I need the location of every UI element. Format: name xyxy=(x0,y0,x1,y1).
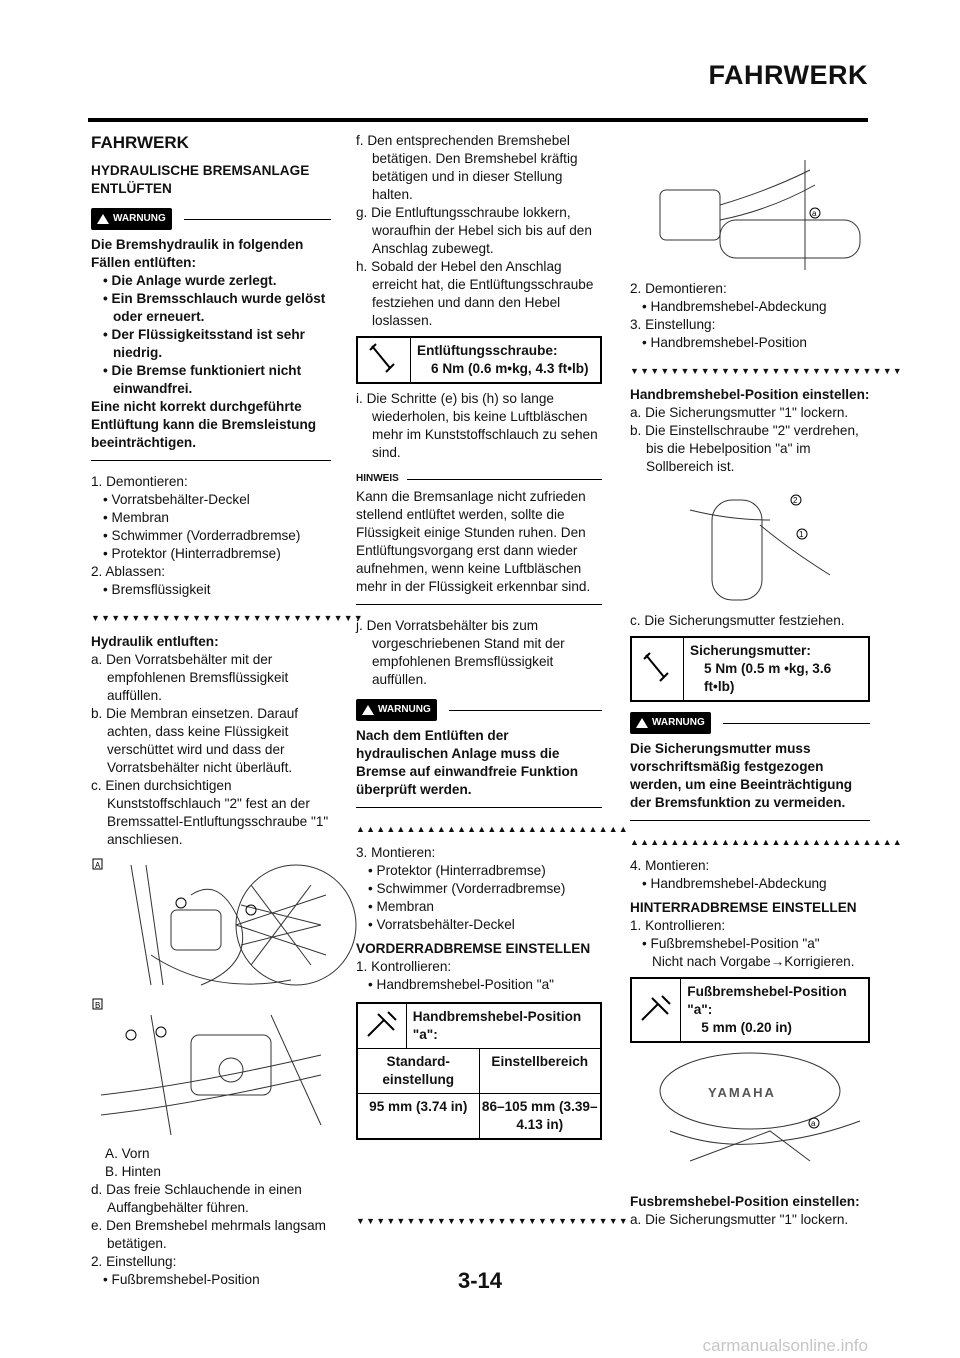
warning-header xyxy=(630,712,870,734)
warning-text: Die Sicherungsmutter muss vorschriftsmäßig festgezogen werden, um eine Beeinträchtigung der Bremsfunktion zu vermeiden. xyxy=(630,741,853,810)
column-left xyxy=(91,132,364,1289)
list-item: • Protektor (Hinterradbremse) xyxy=(91,545,331,563)
subsection-title: HYDRAULISCHE BREMSANLAGE ENTLÜFTEN xyxy=(91,163,310,196)
step: 1. Demontieren: xyxy=(91,474,188,489)
gauge-icon xyxy=(358,1004,407,1048)
watermark: carmanualsonline.info xyxy=(702,1336,868,1355)
warning-badge xyxy=(356,699,437,721)
figure-hand-brake-lever xyxy=(630,150,870,280)
list-item: • Membran xyxy=(356,898,602,916)
list-item: • Schwimmer (Vorderradbremse) xyxy=(91,527,331,545)
step: 4. Montieren: xyxy=(630,858,710,873)
divider xyxy=(91,460,331,461)
warning-item: • Die Anlage wurde zerlegt. xyxy=(91,272,331,290)
step: 1. Kontrollieren: xyxy=(356,959,452,974)
wrench-icon xyxy=(632,638,684,700)
figure-label: 1 xyxy=(799,530,804,539)
table-cell: 86–105 mm (3.39–4.13 in) xyxy=(479,1094,601,1138)
table-cell: 95 mm (3.74 in) xyxy=(369,1099,468,1114)
procedure-end-marker: ▲▲▲▲▲▲▲▲▲▲▲▲▲▲▲▲▲▲▲▲▲▲▲▲▲▲▲ xyxy=(630,837,903,847)
legend-item: A. Vorn xyxy=(105,1146,150,1161)
warning-text: Eine nicht korrekt durchgeführte Entlüftung kann die Bremsleistung beeinträchtigen. xyxy=(91,399,317,450)
procedure-step: b. Die Membran einsetzen. Darauf achten, dass keine Flüssigkeit verschüttet wird und dass der Vorratsbehälter nicht überläuft. xyxy=(91,706,299,775)
list-item: • Handbremshebel-Position "a" xyxy=(356,976,602,994)
spec-title: Sicherungsmutter: xyxy=(690,643,811,658)
spec-table xyxy=(356,1002,602,1140)
adjuster-illustration xyxy=(630,480,870,612)
spec-value: 6 Nm (0.6 m•kg, 4.3 ft•lb) xyxy=(431,361,589,376)
divider xyxy=(356,807,602,808)
warning-badge xyxy=(630,712,711,734)
procedure-step: e. Den Bremshebel mehrmals langsam betätigen. xyxy=(91,1218,326,1251)
spec-value: 5 mm (0.20 in) xyxy=(701,1020,792,1035)
warning-item: • Die Bremse funktioniert nicht einwandfrei. xyxy=(91,362,331,398)
figure-label: A xyxy=(95,861,101,870)
procedure-end-marker: ▲▲▲▲▲▲▲▲▲▲▲▲▲▲▲▲▲▲▲▲▲▲▲▲▲▲▲ xyxy=(356,824,629,834)
pedal-illustration xyxy=(630,1051,870,1185)
procedure-step: b. Die Einstellschraube "2" verdrehen, bis die Hebelposition "a" im Sollbereich ist. xyxy=(630,423,859,474)
warning-item: • Ein Bremsschlauch wurde gelöst oder erneuert. xyxy=(91,290,331,326)
list-item: • Handbremshebel-Position xyxy=(630,334,870,352)
column-right xyxy=(630,132,903,1229)
list-item: • Fußbremshebel-Position "a" xyxy=(630,935,870,953)
gauge-icon xyxy=(632,979,681,1041)
divider xyxy=(449,710,602,711)
step: 2. Ablassen: xyxy=(91,564,166,579)
spec-title: Entlüftungsschraube: xyxy=(417,343,558,358)
figure-front-caliper xyxy=(91,855,331,995)
list-item: • Handbremshebel-Abdeckung xyxy=(630,875,870,893)
list-item: • Vorratsbehälter-Deckel xyxy=(91,491,331,509)
note-text: Kann die Bremsanlage nicht zufrieden stellend entlüftet werden, sollte die Flüssigkeit einige Stunden ruhen. Den Entlüftungsvorgang erst dann wieder aufnehmen, wenn keine Luftbläschen mehr in der Flüssigkeit erkennbar sind. xyxy=(356,489,591,594)
figure-label: a xyxy=(811,1119,816,1128)
warning-label: WARNUNG xyxy=(113,213,166,224)
list-item: • Fußbremshebel-Position xyxy=(91,1271,331,1289)
warning-header xyxy=(356,699,602,721)
figure-rear-caliper xyxy=(91,995,331,1145)
spec-value: 5 Nm (0.5 m •kg, 3.6 ft•lb) xyxy=(704,661,832,694)
procedure-start-marker: ▼▼▼▼▼▼▼▼▼▼▼▼▼▼▼▼▼▼▼▼▼▼▼▼▼▼▼ xyxy=(630,366,903,376)
spec-title: Fußbremshebel-Position "a": xyxy=(687,984,847,1017)
procedure-step: c. Einen durchsichtigen Kunststoffschlauch "2" fest an der Bremssattel-Entluftungsschraube "1" anschliesen. xyxy=(91,778,329,847)
procedure-start-marker: ▼▼▼▼▼▼▼▼▼▼▼▼▼▼▼▼▼▼▼▼▼▼▼▼▼▼▼ xyxy=(91,613,364,623)
list-item: • Vorratsbehälter-Deckel xyxy=(356,916,602,934)
warning-icon xyxy=(362,705,374,715)
warning-label: WARNUNG xyxy=(652,717,705,728)
step: 2. Einstellung: xyxy=(91,1254,177,1269)
list-item: • Schwimmer (Vorderradbremse) xyxy=(356,880,602,898)
position-spec-box xyxy=(630,977,870,1043)
table-title: Handbremshebel-Position "a": xyxy=(412,1009,582,1042)
procedure-step: h. Sobald der Hebel den Anschlag erreicht hat, die Entlüftungsschraube festziehen und dann den Hebel loslassen. xyxy=(356,259,594,328)
torque-spec-box xyxy=(356,336,602,384)
divider xyxy=(630,820,870,821)
table-header: Einstellbereich xyxy=(479,1049,601,1093)
list-note: Nicht nach Vorgabe→Korrigieren. xyxy=(652,954,855,969)
legend-item: B. Hinten xyxy=(105,1164,161,1179)
warning-icon xyxy=(97,214,109,224)
procedure-step: a. Die Sicherungsmutter "1" lockern. xyxy=(630,405,849,420)
header-rule xyxy=(88,118,868,122)
procedure-title: Handbremshebel-Position einstellen: xyxy=(630,387,870,402)
warning-label: WARNUNG xyxy=(378,704,431,715)
list-item: • Membran xyxy=(91,509,331,527)
procedure-step: f. Den entsprechenden Bremshebel betätigen. Den Bremshebel kräftig betätigen und in dieser Stellung halten. xyxy=(356,133,578,202)
figure-label: a xyxy=(812,209,817,218)
warning-header xyxy=(91,208,331,230)
procedure-start-marker: ▼▼▼▼▼▼▼▼▼▼▼▼▼▼▼▼▼▼▼▼▼▼▼▼▼▼▼ xyxy=(356,1216,629,1226)
procedure-step: a. Den Vorratsbehälter mit der empfohlenen Bremsflüssigkeit auffüllen. xyxy=(91,652,289,703)
procedure-step: g. Die Entluftungsschraube lokkern, woraufhin der Hebel sich bis auf den Anschlag zubewegt. xyxy=(356,205,592,256)
warning-badge xyxy=(91,208,172,230)
caliper-illustration xyxy=(91,995,331,1145)
figure-label: 2 xyxy=(793,496,798,505)
list-item: • Handbremshebel-Abdeckung xyxy=(630,298,870,316)
step: 3. Montieren: xyxy=(356,845,436,860)
procedure-title: Hydraulik entluften: xyxy=(91,634,219,649)
warning-item: • Der Flüssigkeitsstand ist sehr niedrig. xyxy=(91,326,331,362)
procedure-step: j. Den Vorratsbehälter bis zum vorgeschriebenen Stand mit der empfohlenen Bremsflüssigkeit auffüllen. xyxy=(356,618,565,687)
column-middle xyxy=(356,132,629,1236)
table-header: Standard-einstellung xyxy=(382,1054,455,1087)
divider xyxy=(184,219,331,220)
wrench-icon xyxy=(358,338,411,382)
list-item: • Bremsflüssigkeit xyxy=(91,581,331,599)
lever-illustration xyxy=(630,150,870,280)
figure-adjuster xyxy=(630,480,870,612)
procedure-step: a. Die Sicherungsmutter "1" lockern. xyxy=(630,1212,849,1227)
procedure-step: c. Die Sicherungsmutter festziehen. xyxy=(630,613,845,628)
figure-label: B xyxy=(95,1001,101,1010)
step: 1. Kontrollieren: xyxy=(630,918,726,933)
torque-spec-box xyxy=(630,636,870,702)
step: 2. Demontieren: xyxy=(630,281,727,296)
section-title: FAHRWERK xyxy=(91,133,189,152)
figure-foot-brake-pedal xyxy=(630,1051,870,1185)
page-title: FAHRWERK xyxy=(708,60,868,90)
procedure-step: i. Die Schritte (e) bis (h) so lange wiederholen, bis keine Luftbläschen mehr im Kunststoffschlauch zu sehen sind. xyxy=(356,391,598,460)
warning-text: Nach dem Entlüften der hydraulischen Anlage muss die Bremse auf einwandfreie Funktion überprüft werden. xyxy=(356,728,579,797)
step: 3. Einstellung: xyxy=(630,317,716,332)
caliper-illustration xyxy=(91,855,331,995)
warning-text: Die Bremshydraulik in folgenden Fällen entlüften: xyxy=(91,237,304,270)
page-number: 3-14 xyxy=(457,1268,503,1293)
procedure-title: Fusbremshebel-Position einstellen: xyxy=(630,1194,860,1209)
warning-icon xyxy=(636,718,648,728)
note-header xyxy=(356,470,602,488)
divider xyxy=(723,723,870,724)
note-label: HINWEIS xyxy=(356,473,399,484)
subsection-title: HINTERRADBREMSE EINSTELLEN xyxy=(630,900,857,915)
procedure-step: d. Das freie Schlauchende in einen Auffangbehälter führen. xyxy=(91,1182,302,1215)
list-item: • Protektor (Hinterradbremse) xyxy=(356,862,602,880)
divider xyxy=(356,604,602,605)
brand-logo: YAMAHA xyxy=(708,1085,776,1100)
subsection-title: VORDERRADBREMSE EINSTELLEN xyxy=(356,941,591,956)
